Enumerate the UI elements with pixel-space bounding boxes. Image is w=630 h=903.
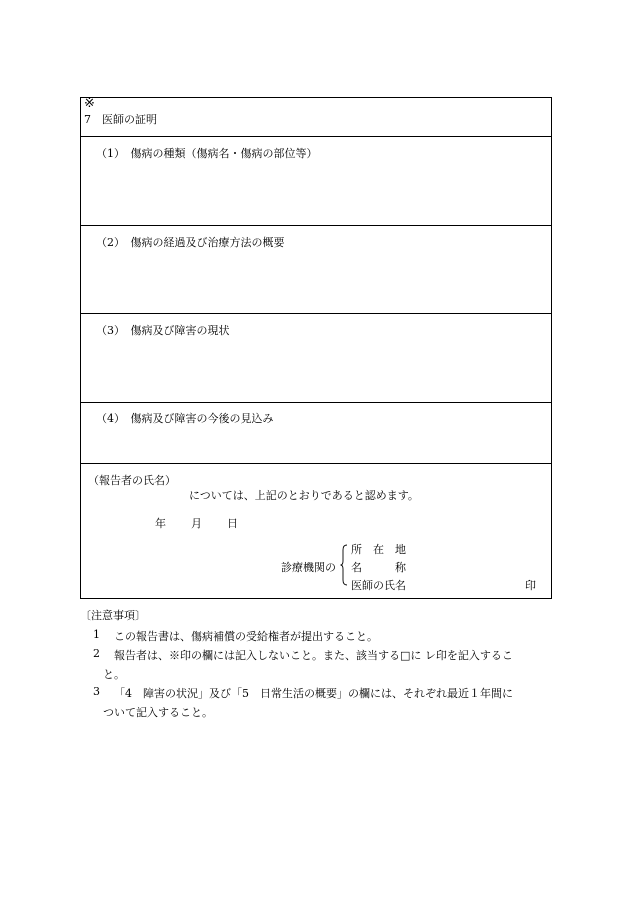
divider-item-2 bbox=[80, 313, 552, 314]
divider-item-3 bbox=[80, 402, 552, 403]
seal-mark: 印 bbox=[525, 579, 536, 592]
note-1-number: 1 bbox=[93, 628, 100, 641]
note-2-text: 報告者は、※印の欄には記入しないこと。また、該当する□に レ印を記入するこ bbox=[114, 649, 513, 662]
doctor-name-label: 医師の氏名 bbox=[351, 579, 406, 592]
note-2-text-cont: と。 bbox=[103, 668, 125, 681]
note-2-number: 2 bbox=[93, 647, 100, 660]
certification-statement: については、上記のとおりであると認めます。 bbox=[189, 489, 419, 502]
note-1-text: この報告書は、傷病補償の受給権者が提出すること。 bbox=[114, 630, 378, 643]
item-treatment-summary-label: （2） 傷病の経過及び治療方法の概要 bbox=[96, 236, 285, 249]
date-year-label: 年 bbox=[155, 517, 166, 530]
item-injury-type-label: （1） 傷病の種類（傷病名・傷病の部位等） bbox=[96, 147, 318, 160]
divider-item-4 bbox=[80, 463, 552, 464]
item-current-status-label: （3） 傷病及び障害の現状 bbox=[96, 324, 230, 337]
divider-header bbox=[80, 136, 552, 137]
divider-item-1 bbox=[80, 225, 552, 226]
reporter-name-label: （報告者の氏名） bbox=[88, 474, 176, 487]
date-month-label: 月 bbox=[191, 517, 202, 530]
form-frame bbox=[80, 97, 552, 599]
note-3-text-cont: ついて記入すること。 bbox=[103, 706, 213, 719]
note-3-number: 3 bbox=[93, 685, 100, 698]
address-label: 所 在 地 bbox=[351, 543, 406, 556]
date-day-label: 日 bbox=[227, 517, 238, 530]
item-prognosis-label: （4） 傷病及び障害の今後の見込み bbox=[96, 412, 274, 425]
office-use-mark: ※ bbox=[84, 96, 95, 111]
section-title: 7 医師の証明 bbox=[84, 113, 157, 126]
institution-name-label: 名 称 bbox=[351, 561, 406, 574]
notes-heading: 〔注意事項〕 bbox=[80, 609, 146, 622]
note-3-text: 「4 障害の状況」及び「5 日常生活の概要」の欄には、それぞれ最近１年間に bbox=[114, 687, 513, 700]
brace-icon bbox=[340, 544, 348, 586]
medical-institution-label: 診療機関の bbox=[281, 561, 336, 574]
